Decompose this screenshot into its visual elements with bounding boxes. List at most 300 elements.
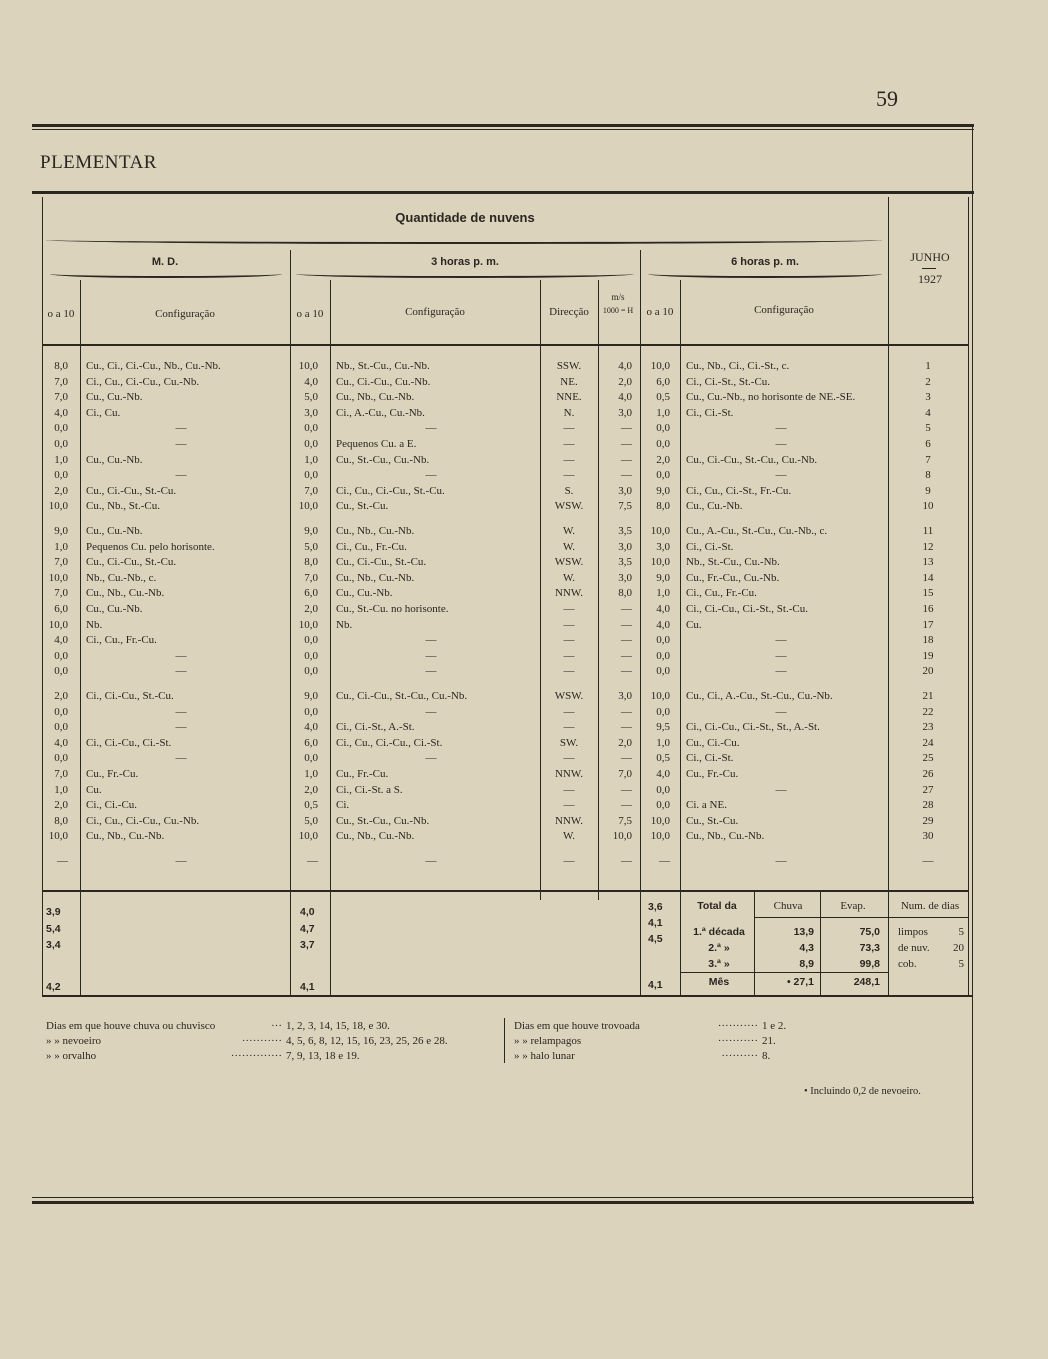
col-direccao: Direcção [549,306,589,318]
md-config: Cu., Cu.-Nb. [86,603,143,615]
md-config: Ci., Ci.-Cu., St.-Cu. [86,690,174,702]
decada-label: 1.ª década [693,926,745,938]
speed: 3,0 [618,690,632,702]
md-value: 7,0 [54,391,68,403]
direccao: NNW. [554,587,583,599]
direccao: — [563,721,575,733]
direccao: — [563,469,575,481]
day-number: 13 [922,556,934,568]
chuva-label: Chuva [773,900,803,912]
footer-label: » » orvalho [46,1050,97,1062]
h6-config: Cu., Ci.-Cu. [686,737,740,749]
day-number: 12 [922,541,934,553]
speed: — [621,619,632,631]
num-dias-value: 5 [958,926,964,938]
day-number: 3 [925,391,931,403]
decada-chuva: • 27,1 [786,976,814,988]
footer-label: » » halo lunar [514,1050,575,1062]
h6-config: Ci., Cu., Fr.-Cu. [686,587,757,599]
h6-value: 10,0 [650,360,670,372]
h3-value: 0,0 [304,752,318,764]
h6-value: 1,0 [656,737,670,749]
speed: 8,0 [618,587,632,599]
h6-value: 0,0 [656,784,670,796]
h3-config: Nb., St.-Cu., Cu.-Nb. [336,360,430,372]
md-value: 0,0 [54,438,68,450]
h3-summary: 4,7 [300,923,315,935]
h6-config: Nb., St.-Cu., Cu.-Nb. [686,556,780,568]
speed: 2,0 [618,737,632,749]
md-value: 6,0 [54,603,68,615]
direccao: NNW. [554,815,583,827]
h6-value: 9,0 [656,485,670,497]
decada-evap: 73,3 [859,942,880,954]
decada-label: Mês [708,976,730,988]
direccao: WSW. [554,500,584,512]
md-config: Cu., Cu.-Nb. [86,525,143,537]
md-config: — [175,706,187,718]
decada-chuva: 13,9 [793,926,814,938]
h6-summary: 4,1 [648,979,663,991]
day-number: 24 [922,737,934,749]
md-value: 8,0 [54,815,68,827]
h6-config: Cu., Ci., A.-Cu., St.-Cu., Cu.-Nb. [686,690,833,702]
num-dias-value: 20 [953,942,964,954]
footer-label: Dias em que houve trovoada [514,1020,640,1032]
h6-config: Ci., Cu., Ci.-St., Fr.-Cu. [686,485,792,497]
footer-value: 21. [762,1035,776,1047]
h6-config: Ci., Ci.-St. [686,407,734,419]
day-number: 30 [922,830,934,842]
direccao: NNW. [554,768,583,780]
h6-summary: 4,1 [648,917,663,929]
h6-value: 0,0 [656,634,670,646]
day-number: 5 [925,422,931,434]
decada-label: 2.ª » [708,942,730,954]
h3-config: Ci., Cu., Ci.-Cu., Ci.-St. [336,737,443,749]
md-config: Ci., Cu., Ci.-Cu., Cu.-Nb. [86,376,200,388]
decada-evap: 75,0 [859,926,880,938]
direccao: SSW. [556,360,582,372]
speed: — [621,752,632,764]
direccao: — [563,603,575,615]
speed: — [621,855,632,867]
h3-config: Ci. [336,799,350,811]
h3-config: Cu., Nb., Cu.-Nb. [336,830,415,842]
md-config: Cu., Ci., Ci.-Cu., Nb., Cu.-Nb. [86,360,221,372]
h6-config: Cu., St.-Cu. [686,815,739,827]
footer-dots: ·········· [721,1050,758,1062]
h3-config: Ci., Ci.-St. a S. [336,784,403,796]
month-label: JUNHO [910,250,950,264]
h6-value: 8,0 [656,500,670,512]
direccao: — [563,752,575,764]
h6-config: — [775,422,787,434]
md-value: 7,0 [54,587,68,599]
md-config: Ci., Cu., Fr.-Cu. [86,634,157,646]
h6-config: Cu., Ci.-Cu., St.-Cu., Cu.-Nb. [686,454,818,466]
speed: — [621,438,632,450]
direccao: — [563,438,575,450]
h6-config: Cu. [686,619,702,631]
h6-config: — [775,665,787,677]
h3-value: 7,0 [304,485,318,497]
main-header: Quantidade de nuvens [395,210,535,225]
direccao: — [563,422,575,434]
h3-config: — [425,665,437,677]
h3-config: Nb. [336,619,353,631]
h3-value: 0,0 [304,422,318,434]
h6-value: 4,0 [656,768,670,780]
direccao: — [563,665,575,677]
day-number: 23 [922,721,934,733]
h6-value: 0,0 [656,665,670,677]
day-number: 25 [922,752,934,764]
md-value: 4,0 [54,407,68,419]
md-config: Nb. [86,619,103,631]
num-dias-label: Num. de dias [900,900,960,912]
h6-config: Ci., Ci.-St. [686,541,734,553]
direccao: NE. [560,376,578,388]
h6-config: — [775,706,787,718]
h6-config: — [775,784,787,796]
md-config: Cu., Nb., Cu.-Nb. [86,830,165,842]
day-number: 7 [925,454,931,466]
h6-config: Cu., Cu.-Nb., no horisonte de NE.-SE. [686,391,856,403]
day-number: 10 [922,500,934,512]
decada-evap: 99,8 [859,958,880,970]
md-value: 10,0 [48,619,68,631]
direccao: — [563,619,575,631]
h3-value: 5,0 [304,815,318,827]
day-number: 11 [922,525,934,537]
md-value: 10,0 [48,572,68,584]
md-value: 7,0 [54,768,68,780]
h3-value: 0,0 [304,706,318,718]
h6-value: 10,0 [650,690,670,702]
footer-value: 4, 5, 6, 8, 12, 15, 16, 23, 25, 26 e 28. [286,1035,448,1047]
h3-value: 8,0 [304,556,318,568]
speed: 3,5 [618,556,632,568]
h6-value: 0,0 [656,438,670,450]
h3-config: — [425,634,437,646]
h6-value: 10,0 [650,815,670,827]
md-value: 7,0 [54,556,68,568]
h6-value: 4,0 [656,603,670,615]
md-value: 0,0 [54,752,68,764]
md-config: Ci., Ci.-Cu., Ci.-St. [86,737,172,749]
h3-value: 1,0 [304,768,318,780]
col-3h-config: Configuração [405,306,465,318]
speed: — [621,784,632,796]
footnote: • Incluindo 0,2 de nevoeiro. [804,1086,921,1097]
day-number: 1 [925,360,931,372]
h6-value: 0,0 [656,469,670,481]
md-summary: 3,4 [46,939,61,951]
speed: 10,0 [612,830,632,842]
h6-config: Ci., Ci.-St., St.-Cu. [686,376,771,388]
h3-value: 0,0 [304,634,318,646]
h6-config: Ci., Ci.-St. [686,752,734,764]
h3-config: — [425,706,437,718]
h3-config: Pequenos Cu. a E. [336,438,417,450]
h3-value: 0,0 [304,665,318,677]
h6-config: — [775,650,787,662]
day-number: 29 [922,815,934,827]
md-config: Cu., Nb., St.-Cu. [86,500,160,512]
direccao: NNE. [556,391,582,403]
h3-value: 7,0 [304,572,318,584]
h6-value: 6,0 [656,376,670,388]
md-config: Ci., Cu. [86,407,121,419]
direccao: S. [564,485,574,497]
col-speed [598,290,638,318]
h6-config: Ci. a NE. [686,799,727,811]
page-number: 59 [876,86,898,111]
day-number: 19 [922,650,934,662]
evap-label: Evap. [840,900,866,912]
h3-summary: 4,1 [300,981,315,993]
h3-value: 0,0 [304,438,318,450]
h3-config: Cu., St.-Cu., Cu.-Nb. [336,454,430,466]
direccao: — [563,784,575,796]
md-value: — [57,855,68,867]
speed: — [621,799,632,811]
footer-value: 1 e 2. [762,1020,787,1032]
speed: — [621,454,632,466]
md-summary: 5,4 [46,923,61,935]
h3-value: 10,0 [298,500,318,512]
direccao: — [563,855,575,867]
day-number: — [922,855,934,867]
direccao: W. [562,572,576,584]
h3-value: 4,0 [304,721,318,733]
md-value: 4,0 [54,634,68,646]
md-value: 2,0 [54,799,68,811]
group-md: M. D. [151,256,179,268]
h3-config: Ci., Ci.-St., A.-St. [336,721,415,733]
decada-label: 3.ª » [708,958,730,970]
direccao: — [563,799,575,811]
speed: 3,0 [618,485,632,497]
md-value: 0,0 [54,422,68,434]
md-config: — [175,665,187,677]
h6-value: 2,0 [656,454,670,466]
h6-config: — [775,438,787,450]
h3-value: 9,0 [304,690,318,702]
h3-config: Ci., Cu., Fr.-Cu. [336,541,407,553]
md-config: Cu., Ci.-Cu., St.-Cu. [86,556,177,568]
col-md-config: Configuração [155,308,215,320]
h6-value: 9,0 [656,572,670,584]
h6-value: 1,0 [656,407,670,419]
day-number: 22 [922,706,934,718]
md-value: 0,0 [54,706,68,718]
speed: 4,0 [618,360,632,372]
footer-dots: ··· [271,1020,282,1032]
md-value: 2,0 [54,485,68,497]
h6-value: — [659,855,670,867]
md-value: 0,0 [54,665,68,677]
day-number: 4 [925,407,931,419]
speed: 4,0 [618,391,632,403]
md-value: 10,0 [48,830,68,842]
md-value: 10,0 [48,500,68,512]
md-value: 1,0 [54,784,68,796]
num-dias-label: cob. [898,958,917,970]
h6-value: 9,5 [656,721,670,733]
speed: 7,5 [618,500,632,512]
h3-value: 3,0 [304,407,318,419]
h3-config: — [425,422,437,434]
footer-dots: ··········· [717,1035,758,1047]
direccao: W. [562,525,576,537]
md-value: 0,0 [54,469,68,481]
h6-value: 3,0 [656,541,670,553]
md-config: Cu., Fr.-Cu. [86,768,139,780]
h6-config: Ci., Ci.-Cu., Ci.-St., St.-Cu. [686,603,808,615]
footer-label: Dias em que houve chuva ou chuvisco [46,1020,216,1032]
direccao: — [563,634,575,646]
direccao: W. [562,541,576,553]
speed: 2,0 [618,376,632,388]
speed: 7,0 [618,768,632,780]
speed: 3,0 [618,541,632,553]
md-value: 7,0 [54,376,68,388]
h3-value: 6,0 [304,587,318,599]
md-value: 0,0 [54,721,68,733]
group-6h: 6 horas p. m. [731,256,799,268]
h3-config: Cu., Cu.-Nb. [336,587,393,599]
h6-value: 1,0 [656,587,670,599]
direccao: — [563,706,575,718]
speed: 7,5 [618,815,632,827]
h3-config: — [425,469,437,481]
h3-value: 0,0 [304,469,318,481]
footer-label: » » relampagos [514,1035,582,1047]
day-number: 20 [922,665,934,677]
md-value: 8,0 [54,360,68,372]
h3-config: Cu., Ci.-Cu., St.-Cu., Cu.-Nb. [336,690,468,702]
col-3h-scale: o a 10 [296,308,324,320]
total-label: Total da [697,900,737,912]
footer-value: 8. [762,1050,771,1062]
h3-config: — [425,752,437,764]
direccao: N. [563,407,575,419]
footer-label: » » nevoeiro [46,1035,101,1047]
year-label: 1927 [918,272,942,286]
h6-config: — [775,469,787,481]
h6-config: Ci., Ci.-Cu., Ci.-St., St., A.-St. [686,721,820,733]
speed: — [621,422,632,434]
speed: — [621,721,632,733]
section-title: PLEMENTAR [40,152,157,173]
h3-config: Cu., St.-Cu., Cu.-Nb. [336,815,430,827]
h6-config: Cu., Nb., Ci., Ci.-St., c. [686,360,790,372]
day-number: 26 [922,768,934,780]
h3-config: Ci., Cu., Ci.-Cu., St.-Cu. [336,485,445,497]
md-value: 1,0 [54,541,68,553]
footer-dots: ··········· [241,1035,282,1047]
h6-config: — [775,855,787,867]
h3-value: 9,0 [304,525,318,537]
h6-value: 0,0 [656,650,670,662]
md-summary: 3,9 [46,906,61,918]
h3-config: — [425,650,437,662]
h6-config: Cu., Cu.-Nb. [686,500,743,512]
day-number: 18 [922,634,934,646]
h6-value: 4,0 [656,619,670,631]
speed: — [621,469,632,481]
h6-summary: 4,5 [648,933,663,945]
day-number: 9 [925,485,931,497]
h3-summary: 3,7 [300,939,315,951]
h3-value: 10,0 [298,830,318,842]
md-config: Ci., Ci.-Cu. [86,799,138,811]
day-number: 15 [922,587,934,599]
h3-config: Cu., St.-Cu. no horisonte. [336,603,449,615]
group-3h: 3 horas p. m. [431,256,499,268]
md-summary: 4,2 [46,981,61,993]
num-dias-label: de nuv. [898,942,930,954]
md-config: Cu., Cu.-Nb. [86,391,143,403]
day-number: 6 [925,438,931,450]
h3-config: Cu., Fr.-Cu. [336,768,389,780]
speed: — [621,650,632,662]
col-6h-scale: o a 10 [646,306,674,318]
h6-value: 0,5 [656,752,670,764]
md-config: — [175,469,187,481]
footer-dots: ·············· [230,1050,282,1062]
md-value: 1,0 [54,454,68,466]
h3-value: 5,0 [304,391,318,403]
md-config: — [175,422,187,434]
h3-value: 0,5 [304,799,318,811]
speed: — [621,634,632,646]
direccao: W. [562,830,576,842]
h3-value: 2,0 [304,784,318,796]
h6-value: 0,0 [656,706,670,718]
direccao: WSW. [554,690,584,702]
speed: 3,0 [618,572,632,584]
col-speed-unit: m/s [611,292,625,302]
h3-value: 2,0 [304,603,318,615]
md-value: 4,0 [54,737,68,749]
decada-chuva: 8,9 [799,958,814,970]
md-config: — [175,438,187,450]
speed: — [621,603,632,615]
h6-config: Cu., Nb., Cu.-Nb. [686,830,765,842]
day-number: 14 [922,572,934,584]
decada-chuva: 4,3 [799,942,814,954]
h3-value: 5,0 [304,541,318,553]
h6-value: 0,0 [656,422,670,434]
h3-config: Ci., A.-Cu., Cu.-Nb. [336,407,425,419]
h3-config: Cu., Ci.-Cu., St.-Cu. [336,556,427,568]
h3-summary: 4,0 [300,906,315,918]
h6-value: 10,0 [650,556,670,568]
footer-value: 1, 2, 3, 14, 15, 18, e 30. [286,1020,390,1032]
h6-config: — [775,634,787,646]
md-value: 9,0 [54,525,68,537]
speed: 3,5 [618,525,632,537]
h6-value: 0,5 [656,391,670,403]
direccao: SW. [559,737,579,749]
h6-config: Cu., Fr.-Cu., Cu.-Nb. [686,572,780,584]
md-config: — [175,721,187,733]
day-number: 21 [922,690,934,702]
md-config: Cu., Ci.-Cu., St.-Cu. [86,485,177,497]
